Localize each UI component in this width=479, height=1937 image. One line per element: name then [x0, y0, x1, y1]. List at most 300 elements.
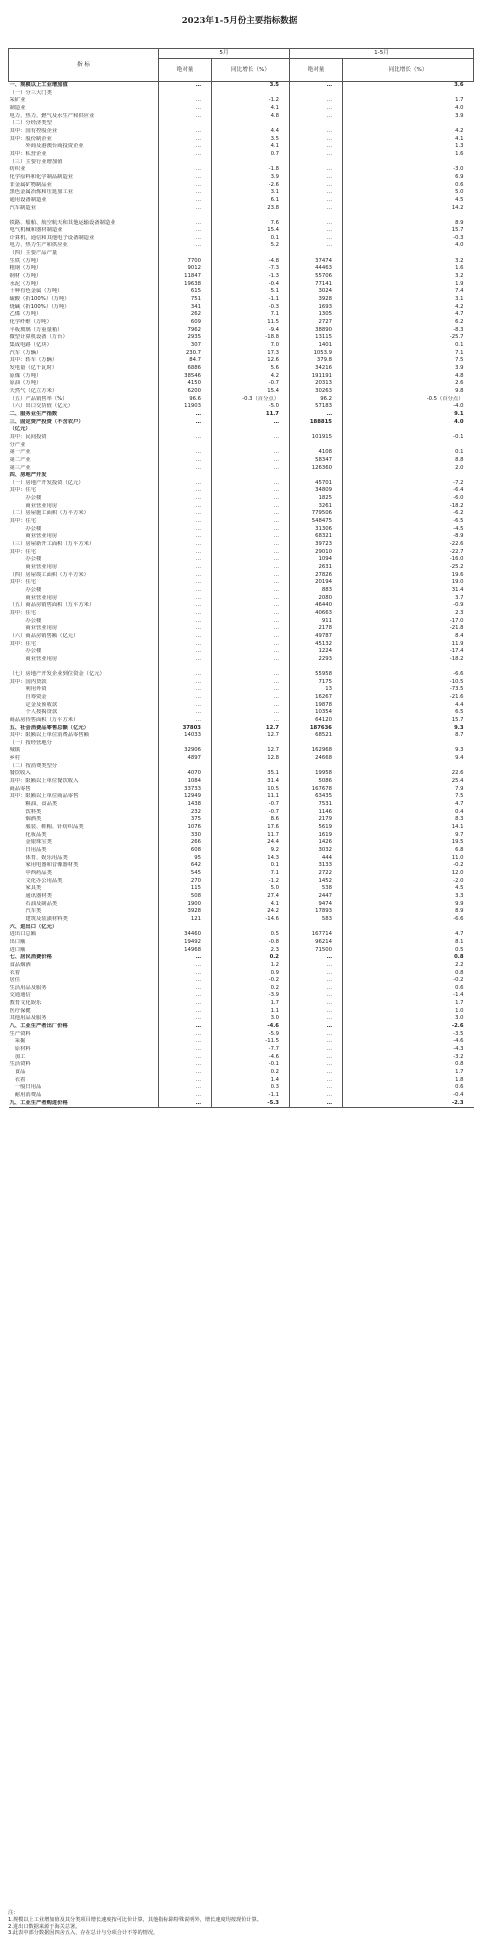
- row-may-yoy: 0.2: [212, 1069, 290, 1077]
- row-may-yoy: 1.1: [212, 1008, 290, 1016]
- footnote-line: 注：: [8, 1910, 19, 1916]
- row-may-yoy: -0.3: [212, 304, 290, 312]
- table-row: [9, 641, 474, 649]
- table-row: [9, 258, 474, 266]
- row-janmay-value: 77141: [290, 281, 343, 289]
- row-may-value: 270: [159, 878, 212, 886]
- row-may-yoy: 0.3: [212, 1084, 290, 1092]
- row-janmay-value: …: [290, 182, 343, 190]
- row-may-yoy: 5.1: [212, 288, 290, 296]
- row-label: 粮油、食品类: [9, 801, 58, 808]
- row-may-value: 95: [159, 855, 212, 863]
- row-may-value: 96.6: [159, 396, 212, 404]
- row-janmay-value: 2631: [290, 564, 343, 572]
- row-janmay-value: 3133: [290, 862, 343, 870]
- table-row: [9, 985, 474, 993]
- row-label: 第一产业: [9, 449, 31, 456]
- row-may-value: 1076: [159, 824, 212, 832]
- row-janmay-value: 68321: [290, 533, 343, 541]
- row-janmay-value: 911: [290, 618, 343, 626]
- row-janmay-yoy: 9.7: [343, 832, 474, 840]
- row-label: 五、社会消费品零售总额（亿元）: [9, 724, 89, 731]
- row-label: （四）主要产品产量: [9, 250, 58, 257]
- row-janmay-yoy: [343, 90, 474, 98]
- row-janmay-value: 4108: [290, 449, 343, 457]
- row-janmay-yoy: 1.0: [343, 1008, 474, 1016]
- row-janmay-yoy: 8.9: [343, 908, 474, 916]
- table-row: [9, 120, 474, 128]
- row-may-value: 7700: [159, 258, 212, 266]
- table-row: [9, 342, 474, 350]
- table-row: [9, 90, 474, 98]
- row-janmay-yoy: 6.2: [343, 319, 474, 327]
- row-may-yoy: …: [212, 648, 290, 656]
- row-label: （五）商品房销售面积（万平方米）: [9, 602, 95, 609]
- row-may-yoy: …: [212, 702, 290, 710]
- row-label: 商业营业用房: [9, 502, 58, 509]
- row-label: 第三产业: [9, 464, 31, 471]
- row-may-yoy: …: [212, 717, 290, 725]
- row-may-yoy: …: [212, 518, 290, 526]
- row-may-value: [159, 763, 212, 771]
- row-label: （六）出口交货值（亿元）: [9, 403, 74, 410]
- row-janmay-value: 583: [290, 916, 343, 924]
- row-may-value: …: [159, 556, 212, 564]
- row-may-value: 11847: [159, 273, 212, 281]
- row-may-yoy: -0.7: [212, 380, 290, 388]
- row-janmay-yoy: [343, 250, 474, 258]
- row-label: 烧碱（折100%）（万吨）: [9, 303, 70, 310]
- row-janmay-value: 24668: [290, 755, 343, 763]
- row-label: 天然气（亿立方米）: [9, 387, 58, 394]
- row-label: 八、工业生产者出厂价格: [9, 1023, 68, 1030]
- row-may-yoy: 7.6: [212, 212, 290, 227]
- row-may-value: 6886: [159, 365, 212, 373]
- row-janmay-yoy: -21.6: [343, 694, 474, 702]
- row-janmay-yoy: -0.2: [343, 977, 474, 985]
- row-janmay-yoy: -17.4: [343, 648, 474, 656]
- row-janmay-value: 1825: [290, 495, 343, 503]
- row-janmay-yoy: 9.4: [343, 755, 474, 763]
- row-janmay-yoy: 4.5: [343, 885, 474, 893]
- row-label: 其中：国有控股企业: [9, 127, 58, 134]
- row-may-value: …: [159, 97, 212, 105]
- row-may-yoy: …: [212, 664, 290, 679]
- row-janmay-yoy: [343, 763, 474, 771]
- row-may-value: …: [159, 1038, 212, 1046]
- row-may-yoy: -7.7: [212, 1046, 290, 1054]
- table-row: [9, 510, 474, 518]
- row-janmay-value: [290, 924, 343, 932]
- row-may-yoy: 0.2: [212, 985, 290, 993]
- row-may-yoy: 5.6: [212, 365, 290, 373]
- row-label: 日用品类: [9, 847, 47, 853]
- row-janmay-yoy: 3.9: [343, 365, 474, 373]
- table-row: [9, 694, 474, 702]
- row-janmay-yoy: 25.4: [343, 778, 474, 786]
- row-may-value: [159, 472, 212, 480]
- table-row: [9, 801, 474, 809]
- row-janmay-value: …: [290, 1069, 343, 1077]
- row-may-value: …: [159, 113, 212, 121]
- table-row: [9, 1031, 474, 1039]
- row-may-value: …: [159, 702, 212, 710]
- row-may-value: …: [159, 686, 212, 694]
- row-janmay-value: 1693: [290, 304, 343, 312]
- row-janmay-yoy: 4.0: [343, 419, 474, 427]
- row-janmay-yoy: 4.2: [343, 304, 474, 312]
- table-row: [9, 924, 474, 932]
- table-row: [9, 174, 474, 182]
- row-may-yoy: …: [212, 633, 290, 641]
- row-may-yoy: …: [212, 549, 290, 557]
- row-janmay-yoy: 2.0: [343, 465, 474, 473]
- row-may-yoy: 0.1: [212, 235, 290, 243]
- table-body: [9, 82, 474, 1108]
- row-may-value: [159, 250, 212, 258]
- row-may-yoy: 0.7: [212, 151, 290, 159]
- table-row: [9, 365, 474, 373]
- row-janmay-yoy: 3.3: [343, 893, 474, 901]
- row-may-yoy: …: [212, 610, 290, 618]
- row-label: 铁路、船舶、航空航天和其他运输设备制造业: [9, 219, 116, 226]
- row-janmay-yoy: -8.9: [343, 533, 474, 541]
- table-row: [9, 350, 474, 358]
- row-label: 耐用消费品: [9, 1092, 42, 1098]
- row-may-value: …: [159, 1023, 212, 1031]
- row-janmay-yoy: 4.2: [343, 128, 474, 136]
- table-row: [9, 487, 474, 495]
- row-may-value: …: [159, 1054, 212, 1062]
- row-janmay-yoy: 4.7: [343, 311, 474, 319]
- row-janmay-yoy: 4.0: [343, 105, 474, 113]
- row-janmay-yoy: -4.0: [343, 403, 474, 411]
- row-may-yoy: 12.7: [212, 747, 290, 755]
- row-janmay-value: 548475: [290, 518, 343, 526]
- row-may-yoy: 35.1: [212, 770, 290, 778]
- row-may-value: …: [159, 625, 212, 633]
- row-janmay-yoy: 3.1: [343, 296, 474, 304]
- row-janmay-yoy: -3.0: [343, 166, 474, 174]
- row-may-value: 19492: [159, 939, 212, 947]
- row-label: 餐饮收入: [9, 770, 31, 777]
- table-row: [9, 908, 474, 916]
- row-may-yoy: 8.6: [212, 816, 290, 824]
- row-label: 衣着: [9, 1076, 26, 1083]
- row-janmay-value: 2178: [290, 625, 343, 633]
- row-janmay-yoy: 8.9: [343, 212, 474, 227]
- table-row: [9, 862, 474, 870]
- row-janmay-value: …: [290, 1015, 343, 1023]
- row-may-value: …: [159, 656, 212, 664]
- row-janmay-yoy: -0.3: [343, 235, 474, 243]
- row-label: 四、房地产开发: [9, 472, 47, 479]
- row-may-value: 262: [159, 311, 212, 319]
- row-may-value: 608: [159, 847, 212, 855]
- row-may-value: …: [159, 977, 212, 985]
- row-may-yoy: …: [212, 503, 290, 511]
- row-janmay-yoy: -0.2: [343, 862, 474, 870]
- table-row: [9, 518, 474, 526]
- row-label: 个人按揭贷款: [9, 709, 58, 716]
- row-janmay-yoy: 8.4: [343, 633, 474, 641]
- row-may-value: …: [159, 205, 212, 213]
- row-janmay-yoy: 8.3: [343, 816, 474, 824]
- row-label: 其中：轿车（万辆）: [9, 357, 58, 364]
- row-label: 化学原料和化学制品制造业: [9, 173, 74, 180]
- row-janmay-value: [290, 90, 343, 98]
- row-label: 汽车类: [9, 908, 42, 915]
- row-may-yoy: 3.0: [212, 1015, 290, 1023]
- row-label: 交通通信: [9, 992, 31, 999]
- row-janmay-yoy: -2.6: [343, 1023, 474, 1031]
- row-janmay-yoy: -4.3: [343, 1046, 474, 1054]
- row-janmay-value: …: [290, 1054, 343, 1062]
- table-row: [9, 1069, 474, 1077]
- table-row: [9, 526, 474, 534]
- row-label: 城镇: [9, 747, 21, 754]
- row-label: 黑色金属冶炼和压延加工业: [9, 189, 74, 196]
- row-janmay-value: 3261: [290, 503, 343, 511]
- row-janmay-value: …: [290, 113, 343, 121]
- row-janmay-value: …: [290, 136, 343, 144]
- table-row: [9, 740, 474, 748]
- table-row: [9, 832, 474, 840]
- row-janmay-yoy: 6.8: [343, 847, 474, 855]
- row-janmay-value: 13115: [290, 334, 343, 342]
- row-may-value: …: [159, 434, 212, 442]
- row-label: （二）房屋施工面积（万平方米）: [9, 510, 89, 517]
- row-janmay-value: [290, 442, 343, 450]
- table-row: [9, 839, 474, 847]
- row-may-value: 7962: [159, 327, 212, 335]
- row-janmay-yoy: -6.6: [343, 664, 474, 679]
- row-janmay-value: 1452: [290, 878, 343, 886]
- row-janmay-yoy: -1.4: [343, 992, 474, 1000]
- row-may-yoy: [212, 250, 290, 258]
- table-row: [9, 250, 474, 258]
- row-may-value: …: [159, 595, 212, 603]
- table-row: [9, 1100, 474, 1108]
- table-row: [9, 1015, 474, 1023]
- row-may-yoy: [212, 159, 290, 167]
- row-janmay-value: 379.8: [290, 357, 343, 365]
- row-label: 建筑及装潢材料类: [9, 915, 68, 922]
- row-label: 分产业: [9, 441, 26, 448]
- table-row: [9, 778, 474, 786]
- row-janmay-value: [290, 120, 343, 128]
- footnotes: [8, 1910, 262, 1937]
- row-janmay-yoy: [343, 120, 474, 128]
- row-janmay-value: 2722: [290, 870, 343, 878]
- row-may-value: …: [159, 579, 212, 587]
- table-row: [9, 992, 474, 1000]
- row-janmay-yoy: 4.0: [343, 242, 474, 250]
- row-may-value: …: [159, 503, 212, 511]
- table-row: [9, 595, 474, 603]
- row-janmay-yoy: 1.6: [343, 151, 474, 159]
- row-label: 石油及制品类: [9, 900, 58, 907]
- row-janmay-value: …: [290, 1077, 343, 1085]
- row-janmay-value: 19878: [290, 702, 343, 710]
- row-janmay-value: …: [290, 197, 343, 205]
- row-label: 商业营业用房: [9, 533, 58, 540]
- row-may-value: …: [159, 633, 212, 641]
- row-may-yoy: -11.5: [212, 1038, 290, 1046]
- row-label: 七、居民消费价格: [9, 954, 52, 961]
- row-label: 汽车（万辆）: [9, 349, 42, 356]
- row-may-value: …: [159, 495, 212, 503]
- table-row: [9, 388, 474, 396]
- row-may-yoy: 4.1: [212, 901, 290, 909]
- row-label: 其中：限额以上单位餐饮收入: [9, 778, 79, 785]
- row-janmay-value: …: [290, 1038, 343, 1046]
- row-janmay-yoy: 19.5: [343, 839, 474, 847]
- row-label: （四）房屋竣工面积（万平方米）: [9, 571, 89, 578]
- row-janmay-value: [290, 740, 343, 748]
- row-label: 其中：住宅: [9, 487, 36, 494]
- row-label: 办公楼: [9, 525, 42, 532]
- row-label: 定金及预收款: [9, 701, 58, 708]
- row-label: 纺织业: [9, 166, 26, 173]
- row-may-yoy: -14.6: [212, 916, 290, 924]
- row-janmay-yoy: 4.8: [343, 373, 474, 381]
- row-may-yoy: -0.3（百分点）: [212, 396, 290, 404]
- row-may-yoy: 24.4: [212, 839, 290, 847]
- row-janmay-yoy: 0.4: [343, 809, 474, 817]
- row-label: 电力、热力、燃气及水生产和供应业: [9, 112, 95, 119]
- table-row: [9, 304, 474, 312]
- row-janmay-yoy: 31.4: [343, 587, 474, 595]
- row-janmay-value: 55958: [290, 664, 343, 679]
- row-janmay-yoy: 2.6: [343, 380, 474, 388]
- row-janmay-yoy: 9.9: [343, 901, 474, 909]
- row-janmay-yoy: 0.5: [343, 947, 474, 955]
- table-row: [9, 143, 474, 151]
- table-row: [9, 885, 474, 893]
- row-janmay-yoy: 4.7: [343, 931, 474, 939]
- row-may-yoy: 0.1: [212, 862, 290, 870]
- row-janmay-value: 2179: [290, 816, 343, 824]
- row-may-value: 1900: [159, 901, 212, 909]
- row-janmay-value: …: [290, 1023, 343, 1031]
- row-may-value: …: [159, 242, 212, 250]
- row-may-yoy: 3.9: [212, 174, 290, 182]
- row-label: 商业营业用房: [9, 655, 58, 662]
- row-may-yoy: 4.1: [212, 105, 290, 113]
- row-label: 乙烯（万吨）: [9, 311, 42, 318]
- row-label: 出口额: [9, 938, 26, 945]
- row-may-value: 3928: [159, 908, 212, 916]
- row-may-value: 115: [159, 885, 212, 893]
- row-janmay-value: …: [290, 1092, 343, 1100]
- row-janmay-value: 444: [290, 855, 343, 863]
- table-row: [9, 533, 474, 541]
- row-may-value: …: [159, 212, 212, 227]
- row-may-value: …: [159, 465, 212, 473]
- row-may-value: …: [159, 618, 212, 626]
- row-label: 饮料类: [9, 808, 42, 815]
- row-may-value: …: [159, 487, 212, 495]
- row-may-value: …: [159, 694, 212, 702]
- row-may-value: …: [159, 166, 212, 174]
- row-janmay-value: …: [290, 128, 343, 136]
- row-janmay-value: …: [290, 205, 343, 213]
- row-may-value: …: [159, 457, 212, 465]
- row-label: （七）房地产开发企业到位资金（亿元）: [9, 671, 105, 678]
- row-label: 通用设备制造业: [9, 196, 47, 203]
- row-janmay-value: 45701: [290, 480, 343, 488]
- row-may-yoy: -0.4: [212, 281, 290, 289]
- row-janmay-value: [290, 250, 343, 258]
- row-may-yoy: 31.4: [212, 778, 290, 786]
- row-label: 办公楼: [9, 556, 42, 563]
- row-may-value: 609: [159, 319, 212, 327]
- table-row: [9, 633, 474, 641]
- row-may-value: [159, 120, 212, 128]
- row-janmay-value: 883: [290, 587, 343, 595]
- row-may-value: …: [159, 541, 212, 549]
- row-janmay-yoy: 5.0: [343, 189, 474, 197]
- row-label: （三）房屋新开工面积（万平方米）: [9, 541, 95, 548]
- row-label: 其中：限额以上单位商品零售: [9, 793, 79, 800]
- table-row: [9, 495, 474, 503]
- row-janmay-yoy: -7.2: [343, 480, 474, 488]
- row-may-yoy: …: [212, 625, 290, 633]
- row-may-yoy: 1.2: [212, 962, 290, 970]
- table-row: [9, 656, 474, 664]
- row-may-yoy: -1.2: [212, 878, 290, 886]
- row-may-yoy: [212, 426, 290, 434]
- row-label: （一）分三大门类: [9, 89, 52, 96]
- row-janmay-yoy: -17.0: [343, 618, 474, 626]
- row-may-yoy: 4.1: [212, 143, 290, 151]
- row-label: 粗钢（万吨）: [9, 265, 42, 272]
- row-label: 家具类: [9, 885, 42, 892]
- row-label: 办公楼: [9, 587, 42, 593]
- row-janmay-value: 10354: [290, 709, 343, 717]
- row-may-value: …: [159, 1046, 212, 1054]
- row-janmay-value: [290, 472, 343, 480]
- table-row: [9, 82, 474, 90]
- table-row: [9, 1046, 474, 1054]
- row-label: 化学纤维（万吨）: [9, 319, 52, 326]
- row-janmay-yoy: 9.1: [343, 411, 474, 419]
- row-janmay-value: 63435: [290, 793, 343, 801]
- row-label: 其中：私营企业: [9, 150, 47, 157]
- footnote-line: 1.规模以上工业增加值及其分类项目增长速度按可比价计算，其他指标除特殊说明外，增长速度均按现价计算。: [8, 1916, 262, 1923]
- row-may-value: …: [159, 709, 212, 717]
- row-janmay-value: 167678: [290, 786, 343, 794]
- row-label: 其中：住宅: [9, 518, 36, 525]
- row-janmay-yoy: 4.4: [343, 702, 474, 710]
- row-may-value: 230.7: [159, 350, 212, 358]
- row-janmay-value: …: [290, 242, 343, 250]
- table-row: [9, 541, 474, 549]
- table-row: [9, 357, 474, 365]
- table-row: [9, 380, 474, 388]
- row-janmay-value: …: [290, 1031, 343, 1039]
- row-may-value: 545: [159, 870, 212, 878]
- row-may-value: …: [159, 128, 212, 136]
- row-janmay-value: [290, 426, 343, 434]
- row-label: 原煤（万吨）: [9, 372, 42, 379]
- row-may-value: 341: [159, 304, 212, 312]
- table-row: [9, 870, 474, 878]
- row-label: 钢材（万吨）: [9, 273, 42, 280]
- table-row: [9, 816, 474, 824]
- row-may-yoy: 12.8: [212, 755, 290, 763]
